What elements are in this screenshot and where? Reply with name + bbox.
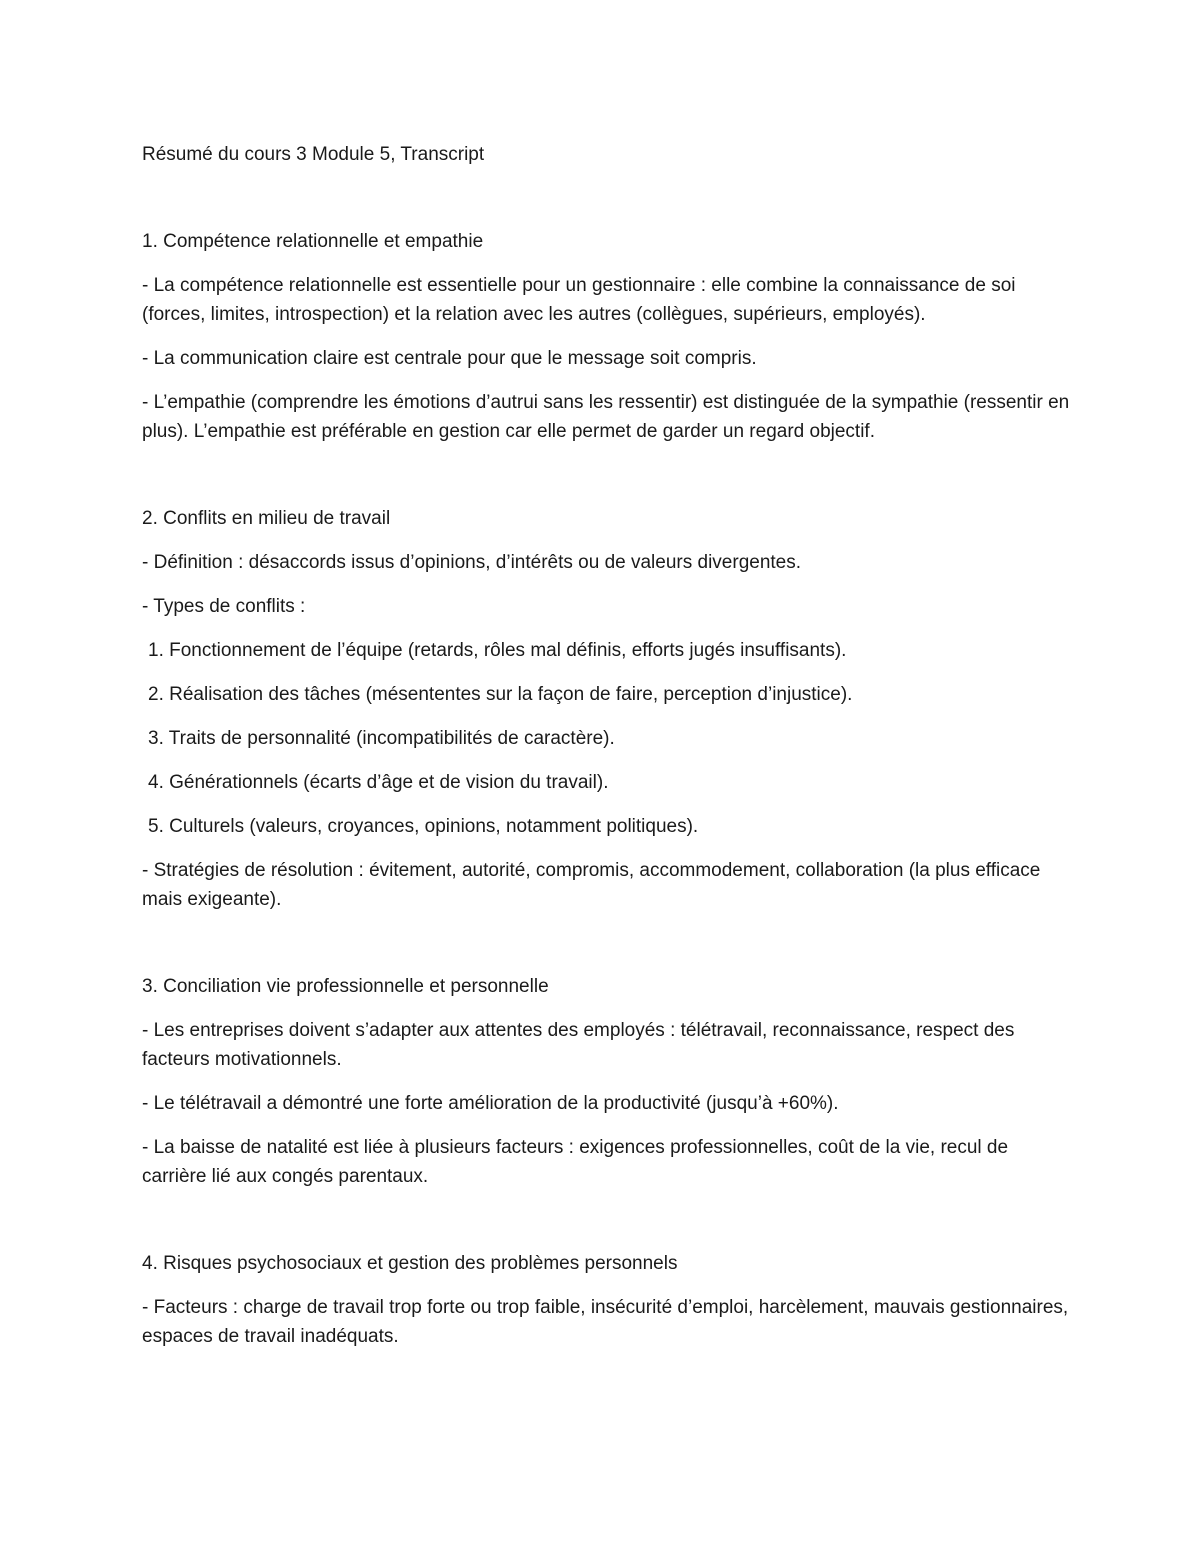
- paragraph: - Facteurs : charge de travail trop forte ou trop faible, insécurité d’emploi, harcèlement, mauvais gestionnaires, espaces de travail inadéquats.: [142, 1297, 1069, 1347]
- section-heading: 3. Conciliation vie professionnelle et personnelle: [142, 976, 549, 997]
- section-competence-relationnelle: [142, 227, 1072, 446]
- paragraph: - L’empathie (comprendre les émotions d’autrui sans les ressentir) est distinguée de la sympathie (ressentir en plus). L’empathie est préférable en gestion car elle permet de garder un regard objectif.: [142, 392, 1070, 442]
- list-item: 3. Traits de personnalité (incompatibilités de caractère).: [148, 728, 615, 749]
- document-page: [142, 140, 1072, 1409]
- section-conflits: [142, 504, 1072, 914]
- paragraph: - La baisse de natalité est liée à plusieurs facteurs : exigences professionnelles, coût de la vie, recul de carrière lié aux congés parentaux.: [142, 1137, 1009, 1187]
- paragraph: - La communication claire est centrale pour que le message soit compris.: [142, 348, 757, 369]
- list-item: 5. Culturels (valeurs, croyances, opinions, notamment politiques).: [148, 816, 699, 837]
- section-heading: 4. Risques psychosociaux et gestion des problèmes personnels: [142, 1253, 678, 1274]
- section-conciliation: [142, 972, 1072, 1191]
- paragraph: - La compétence relationnelle est essentielle pour un gestionnaire : elle combine la connaissance de soi (forces, limites, introspection) et la relation avec les autres (collègues, supérieurs, employés).: [142, 275, 1016, 325]
- section-heading: 2. Conflits en milieu de travail: [142, 508, 391, 529]
- paragraph: - Les entreprises doivent s’adapter aux attentes des employés : télétravail, reconnaissance, respect des facteurs motivationnels.: [142, 1020, 1015, 1070]
- list-item: 1. Fonctionnement de l’équipe (retards, rôles mal définis, efforts jugés insuffisants).: [148, 640, 847, 661]
- paragraph: - Le télétravail a démontré une forte amélioration de la productivité (jusqu’à +60%).: [142, 1093, 839, 1114]
- paragraph: - Définition : désaccords issus d’opinions, d’intérêts ou de valeurs divergentes.: [142, 552, 802, 573]
- list-item: 4. Générationnels (écarts d’âge et de vision du travail).: [148, 772, 609, 793]
- section-risques-psychosociaux: [142, 1249, 1072, 1351]
- list-item: 2. Réalisation des tâches (mésententes sur la façon de faire, perception d’injustice).: [148, 684, 853, 705]
- paragraph: - Types de conflits :: [142, 596, 306, 617]
- section-heading: 1. Compétence relationnelle et empathie: [142, 231, 484, 252]
- document-title: Résumé du cours 3 Module 5, Transcript: [142, 144, 485, 165]
- paragraph: - Stratégies de résolution : évitement, autorité, compromis, accommodement, collaboration (la plus efficace mais exigeante).: [142, 860, 1041, 910]
